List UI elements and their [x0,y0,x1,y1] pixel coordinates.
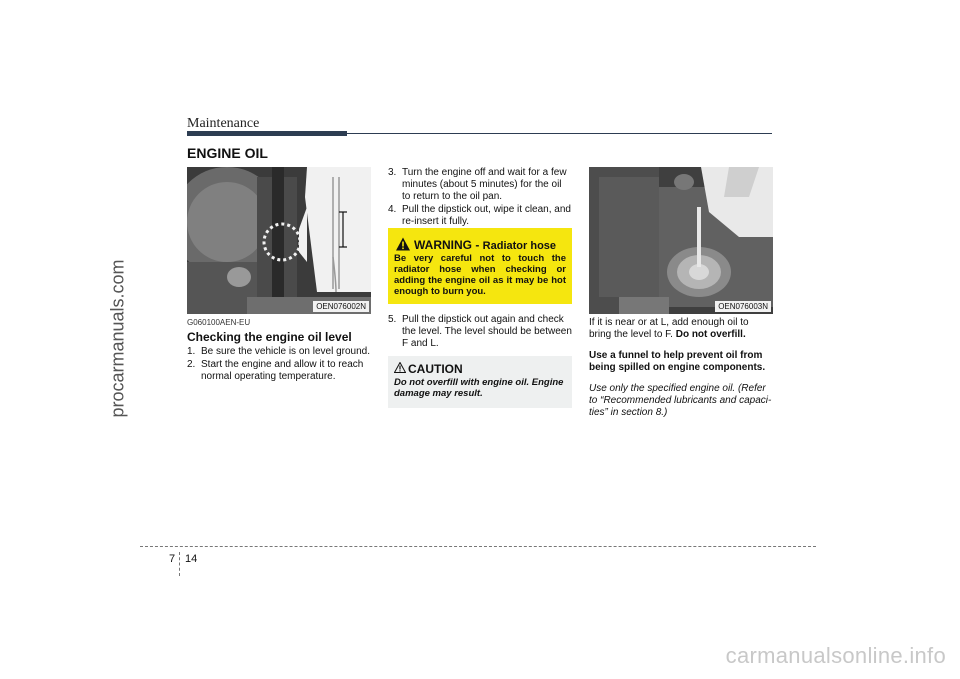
caution-box [388,356,572,408]
step-number: 5. [388,314,397,325]
step-text: Pull the dipstick out again and check the level. The level should be between F and L. [402,314,572,349]
step-number: 1. [187,346,196,357]
list-item [388,314,572,350]
paragraph: Use a funnel to help prevent oil from being spilled on engine components. [589,350,766,373]
warning-box [388,228,572,304]
footer-separator [179,552,180,576]
section-title: ENGINE OIL [187,145,268,161]
paragraph: Use only the specified engine oil. (Refer to “Recommended lubricants and capaci-ties” in section 8.) [589,383,772,418]
header-bar [187,131,347,136]
steps-list [388,167,572,228]
paragraph-text: If it is near or at L, add enough oil to bring the level to F. [589,317,749,340]
subheading: Checking the engine oil level [187,330,352,344]
section-code: G060100AEN-EU [187,318,251,327]
footer-rule [140,546,816,547]
caution-triangle-icon [394,362,406,373]
warning-title [414,238,556,252]
step-number: 3. [388,167,397,178]
header-title: Maintenance [187,116,260,131]
oil-fill-illustration [589,167,773,314]
figure-caption: OEN076003N [715,301,771,312]
header-rule [347,133,772,134]
list-item [388,204,572,228]
warning-triangle-icon [396,236,410,252]
step-text: Turn the engine off and wait for a few minutes (about 5 minutes) for the oil to return to the oil pan. [402,167,567,202]
step-text: Pull the dipstick out, wipe it clean, and re-insert it fully. [402,204,571,227]
bottom-watermark: carmanualsonline.info [725,643,946,668]
step-text: Start the engine and allow it to reach normal operating temperature. [201,359,364,382]
side-watermark: procarmanuals.com [107,259,128,418]
column-2-continued [388,314,572,351]
list-item [388,167,572,203]
column-2 [388,167,572,229]
oil-fill-figure [589,167,773,314]
column-1 [187,317,371,384]
step-text: Be sure the vehicle is on level ground. [201,346,370,357]
warning-label: WARNING - [414,238,483,252]
page-number: 14 [185,553,198,565]
step-number: 4. [388,204,397,215]
dipstick-figure [187,167,371,314]
caution-title: CAUTION [408,362,463,376]
list-item [187,359,371,383]
list-item [187,346,371,358]
warning-subject: Radiator hose [482,240,557,252]
chapter-number: 7 [169,553,176,565]
warning-text: Be very careful not to touch the radiator hose when checking or adding the engine oil as it may be hot enough to burn you. [394,253,566,297]
paragraph [589,317,773,341]
column-3 [589,317,773,428]
emphasis-text: Do not overfill. [675,329,746,340]
caution-text: Do not overfill with engine oil. Engine damage may result. [394,377,564,399]
figure-caption: OEN076002N [313,301,369,312]
steps-list [187,346,371,383]
steps-list [388,314,572,350]
engine-bay-illustration [187,167,371,314]
step-number: 2. [187,359,196,370]
